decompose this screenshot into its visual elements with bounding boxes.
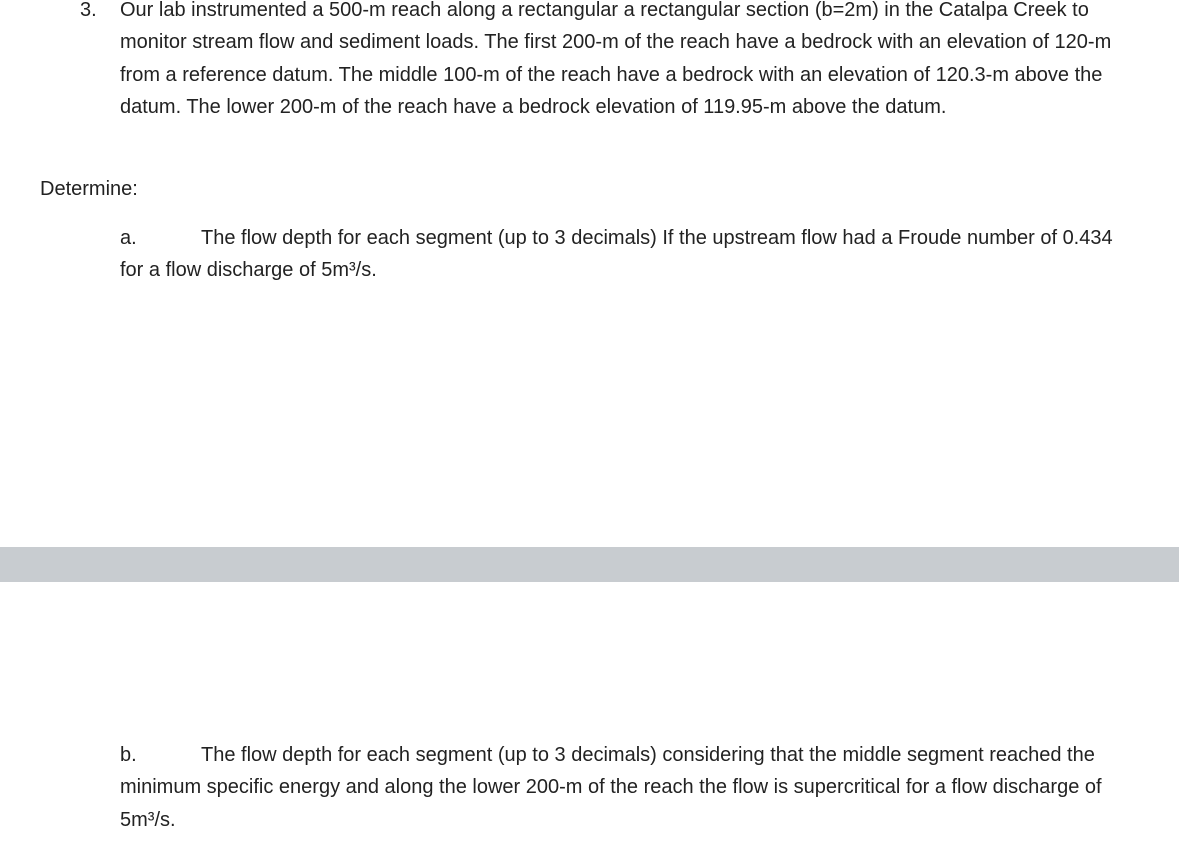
part-b-text: The flow depth for each segment (up to 3 decimals) considering that the middle segment reached the minimum specific energy and along the lower 200-m of the reach the flow is supercritical for a flow discharge of 5m³/s. [120, 744, 1102, 831]
part-b [120, 739, 1120, 836]
part-b-label: b. [120, 744, 137, 766]
part-a-text: The flow depth for each segment (up to 3 decimals) If the upstream flow had a Froude number of 0.434 for a flow discharge of 5m³/s. [120, 227, 1113, 282]
part-a-label: a. [120, 227, 137, 249]
part-a [120, 222, 1120, 287]
question-text: Our lab instrumented a 500-m reach along a rectangular a rectangular section (b=2m) in the Catalpa Creek to monitor stream flow and sediment loads. The first 200-m of the reach have a bedrock with an elevation of 120-m from a reference datum. The middle 100-m of the reach have a bedrock with an elevation of 120.3-m above the datum. The lower 200-m of the reach have a bedrock elevation of 119.95-m above the datum. [120, 0, 1112, 119]
page-separator [0, 547, 1179, 582]
question-number: 3. [80, 0, 97, 21]
determine-heading: Determine: [40, 178, 138, 200]
